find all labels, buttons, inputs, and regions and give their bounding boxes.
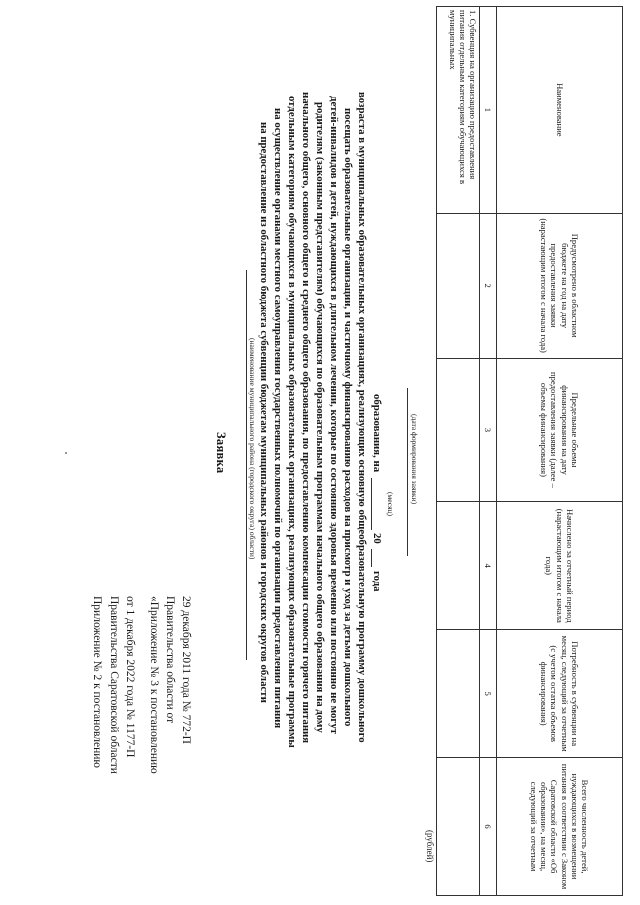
empty-cell (437, 358, 480, 502)
body-line-3: отдельным категориям обучающихся в муниципальных образовательных организациях, реализующих образовательные программы (286, 96, 298, 748)
header-cell-accrued: Начислено за отчетный период (нарастающим итогом с начала года) (497, 502, 623, 630)
header-cell-name: Наименование (497, 7, 623, 214)
scan-speck (65, 452, 67, 454)
body-line-8: возраста в муниципальных образовательных организациях, реализующих основную общеобразовательную программу дошкольного (356, 92, 368, 743)
body-line-4: начального общего, основного общего и среднего общего образования, по предоставлению компенсации стоимости горячего питания (300, 92, 312, 744)
column-number: 4 (480, 502, 497, 630)
recipient-underline (246, 270, 247, 660)
column-number: 5 (480, 630, 497, 758)
body-line-5: родителям (законным представителям) обучающихся по образовательным программам начального общего образования на дому (314, 102, 326, 733)
empty-cell (437, 213, 480, 358)
form-date-underline (407, 388, 408, 556)
row-name-cell: 1. Субвенция на организацию предоставления питания отдельным категориям обучающихся в муниципальных (437, 7, 480, 214)
form-date-caption: (дата формирования заявки) (410, 414, 419, 505)
appendix-line-5: Правительства области от (164, 596, 176, 724)
month-caption: (месяц) (386, 492, 395, 517)
year-blank (371, 549, 372, 567)
body-line-2: на осуществление органами местного самоуправления государственных полномочий по организации предоставления питания (272, 108, 284, 729)
empty-cell (437, 630, 480, 758)
body-line-6: детей-инвалидов и детей, нуждающихся в длительном лечении, которые по состоянию здоровья временно или постоянно не могут (328, 96, 340, 735)
recipient-caption: (наименование муниципального района (городского округа) области) (248, 338, 257, 560)
column-number: 1 (480, 7, 497, 214)
table-row (437, 7, 480, 896)
document-title: Заявка (214, 432, 228, 474)
column-number: 2 (480, 213, 497, 358)
date-line-prefix: образования, на (371, 394, 383, 473)
table-header-row (497, 7, 623, 896)
appendix-line-1: Приложение № 2 к постановлению (91, 596, 103, 769)
empty-cell (437, 502, 480, 630)
currency-note: (рублей) (425, 830, 435, 863)
body-line-1: на предоставление из областного бюджета субвенции бюджетам муниципальных районов и городских округов области (258, 122, 270, 703)
header-cell-children: Всего численность детей, нуждающихся в возмещении питания в соответствии с Законом Саратовской области «Об образовании», на месяц, следующий за отчетным (497, 758, 623, 896)
month-blank (371, 478, 372, 530)
column-number: 3 (480, 358, 497, 502)
appendix-line-4: «Приложение № 3 к постановлению (148, 596, 160, 774)
subsidy-table (436, 6, 623, 896)
date-line-year-prefix: 20 (371, 533, 383, 544)
header-cell-limits: Предельные объемы финансирования на дату предоставления заявки (далее – объемы финансирования) (497, 358, 623, 502)
header-cell-need: Потребность в субвенции на месяц, следующий за отчетным (с учетом остатка объемов финансирования) (497, 630, 623, 758)
date-line-suffix: года (371, 571, 383, 592)
header-cell-budget: Предусмотрено в областном бюджете на год на дату предоставления заявки (нарастающим итогом с начала года) (497, 213, 623, 358)
table-number-row (480, 7, 497, 896)
appendix-line-3: от 1 декабря 2022 года № 1177-П (124, 596, 136, 758)
appendix-line-2: Правительства Саратовской области (108, 596, 120, 774)
appendix-line-6: 29 декабря 2011 года № 772-П (180, 596, 192, 744)
empty-cell (437, 758, 480, 896)
body-line-7: посещать образовательные организации, и частичному финансированию расходов на присмотр и уход за детьми дошкольного (342, 108, 354, 727)
column-number: 6 (480, 758, 497, 896)
